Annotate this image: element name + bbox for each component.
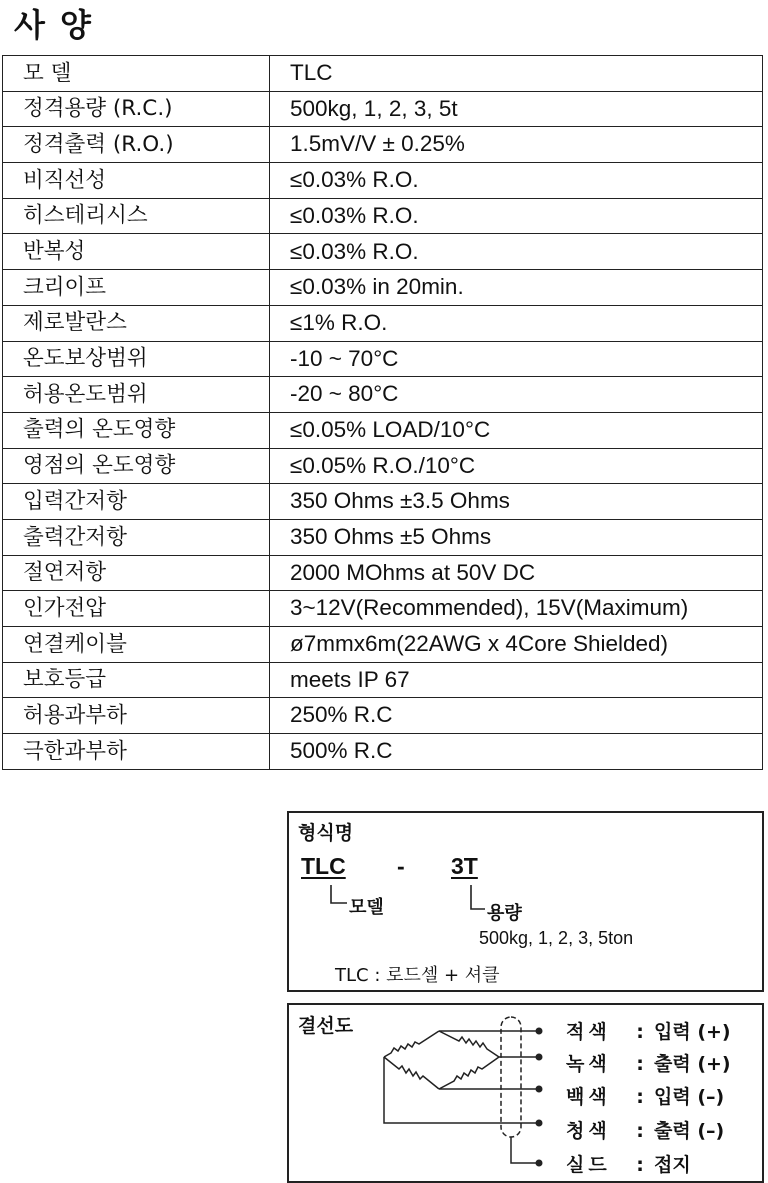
spec-value: ø7mmx6m(22AWG x 4Core Shielded) [270, 627, 763, 663]
spec-row [3, 163, 763, 199]
capacity-label: 용량 [487, 903, 522, 924]
wire-separator: : [636, 1021, 644, 1043]
wire-color: 백색 [566, 1086, 611, 1108]
spec-label: 온도보상범위 [3, 341, 270, 377]
spec-value: 3~12V(Recommended), 15V(Maximum) [270, 591, 763, 627]
spec-value: 500% R.C [270, 734, 763, 770]
spec-row [3, 127, 763, 163]
wire-function: 출력 (+) [654, 1053, 731, 1075]
spec-value: -10 ~ 70°C [270, 341, 763, 377]
spec-row [3, 662, 763, 698]
spec-label: 출력간저항 [3, 519, 270, 555]
spec-value: 500kg, 1, 2, 3, 5t [270, 91, 763, 127]
wire-color: 적색 [566, 1021, 611, 1043]
terminal-dot-1 [536, 1028, 543, 1035]
spec-value: 2000 MOhms at 50V DC [270, 555, 763, 591]
wire-left-node [384, 1057, 537, 1123]
spec-row [3, 91, 763, 127]
bridge-arm-left-top [384, 1031, 439, 1057]
spec-label: 허용과부하 [3, 698, 270, 734]
spec-value: ≤0.03% R.O. [270, 163, 763, 199]
spec-row [3, 270, 763, 306]
spec-row [3, 305, 763, 341]
spec-value: ≤0.03% in 20min. [270, 270, 763, 306]
terminal-dot-2 [536, 1054, 543, 1061]
spec-label: 반복성 [3, 234, 270, 270]
spec-row [3, 412, 763, 448]
model-designation-box [287, 811, 764, 992]
spec-row [3, 698, 763, 734]
spec-value: -20 ~ 80°C [270, 377, 763, 413]
model-code: TLC [301, 853, 346, 879]
model-label: 모델 [349, 897, 384, 918]
wire-row [566, 1116, 724, 1143]
wire-color: 청색 [566, 1120, 611, 1142]
capacity-code: 3T [451, 853, 478, 879]
model-box-title: 형식명 [298, 822, 354, 844]
spec-value: TLC [270, 56, 763, 92]
spec-row [3, 734, 763, 770]
wire-separator: : [636, 1120, 644, 1142]
wire-row [566, 1082, 724, 1109]
spec-label: 영점의 온도영향 [3, 448, 270, 484]
wire-function: 출력 (–) [654, 1120, 725, 1142]
spec-row [3, 591, 763, 627]
spec-label: 출력의 온도영향 [3, 412, 270, 448]
spec-label: 크리이프 [3, 270, 270, 306]
wiring-diagram-box [287, 1003, 764, 1183]
spec-row [3, 341, 763, 377]
wire-function: 입력 (+) [654, 1021, 731, 1043]
spec-value: meets IP 67 [270, 662, 763, 698]
spec-label: 비직선성 [3, 163, 270, 199]
spec-label: 입력간저항 [3, 484, 270, 520]
spec-row [3, 555, 763, 591]
spec-label: 허용온도범위 [3, 377, 270, 413]
spec-value: ≤0.05% LOAD/10°C [270, 412, 763, 448]
spec-label: 히스테리시스 [3, 198, 270, 234]
wiring-box-title: 결선도 [298, 1015, 354, 1037]
spec-value: ≤0.03% R.O. [270, 198, 763, 234]
spec-row [3, 56, 763, 92]
model-description: TLC : 로드셀 + 셔클 [335, 965, 500, 986]
wire-function: 접지 [654, 1154, 691, 1176]
wire-row [566, 1150, 691, 1177]
page-title: 사 양 [14, 6, 93, 44]
capacity-leader-line [471, 885, 485, 909]
spec-value: 250% R.C [270, 698, 763, 734]
wire-function: 입력 (–) [654, 1086, 725, 1108]
spec-label: 정격출력 (R.O.) [3, 127, 270, 163]
capacity-range: 500kg, 1, 2, 3, 5ton [479, 928, 634, 948]
spec-row [3, 484, 763, 520]
shield-drain-wire [511, 1137, 537, 1163]
spec-row [3, 448, 763, 484]
spec-label: 절연저항 [3, 555, 270, 591]
spec-row [3, 234, 763, 270]
spec-label: 극한과부하 [3, 734, 270, 770]
bridge-arm-right-top [439, 1031, 499, 1057]
spec-label: 정격용량 (R.C.) [3, 91, 270, 127]
model-separator: - [397, 853, 405, 879]
wire-color: 녹색 [566, 1053, 611, 1075]
spec-value: 1.5mV/V ± 0.25% [270, 127, 763, 163]
spec-value: ≤0.05% R.O./10°C [270, 448, 763, 484]
terminal-dot-3 [536, 1086, 543, 1093]
cable-shield [501, 1017, 521, 1137]
spec-value: ≤0.03% R.O. [270, 234, 763, 270]
spec-table [2, 55, 763, 770]
spec-value: 350 Ohms ±5 Ohms [270, 519, 763, 555]
terminal-dot-4 [536, 1120, 543, 1127]
spec-row [3, 627, 763, 663]
bridge-arm-right-bottom [439, 1057, 499, 1089]
spec-label: 모 델 [3, 56, 270, 92]
spec-label: 인가전압 [3, 591, 270, 627]
spec-row [3, 377, 763, 413]
spec-value: ≤1% R.O. [270, 305, 763, 341]
wire-color: 실드 [566, 1154, 611, 1176]
terminal-dot-5 [536, 1160, 543, 1167]
wire-row [566, 1049, 731, 1076]
bridge-arm-left-bottom [384, 1057, 439, 1089]
spec-label: 연결케이블 [3, 627, 270, 663]
spec-value: 350 Ohms ±3.5 Ohms [270, 484, 763, 520]
spec-row [3, 198, 763, 234]
spec-label: 보호등급 [3, 662, 270, 698]
wire-separator: : [636, 1086, 644, 1108]
wire-row [566, 1017, 731, 1044]
spec-row [3, 519, 763, 555]
model-leader-line [331, 885, 347, 903]
wire-separator: : [636, 1053, 644, 1075]
spec-label: 제로발란스 [3, 305, 270, 341]
wire-separator: : [636, 1154, 644, 1176]
